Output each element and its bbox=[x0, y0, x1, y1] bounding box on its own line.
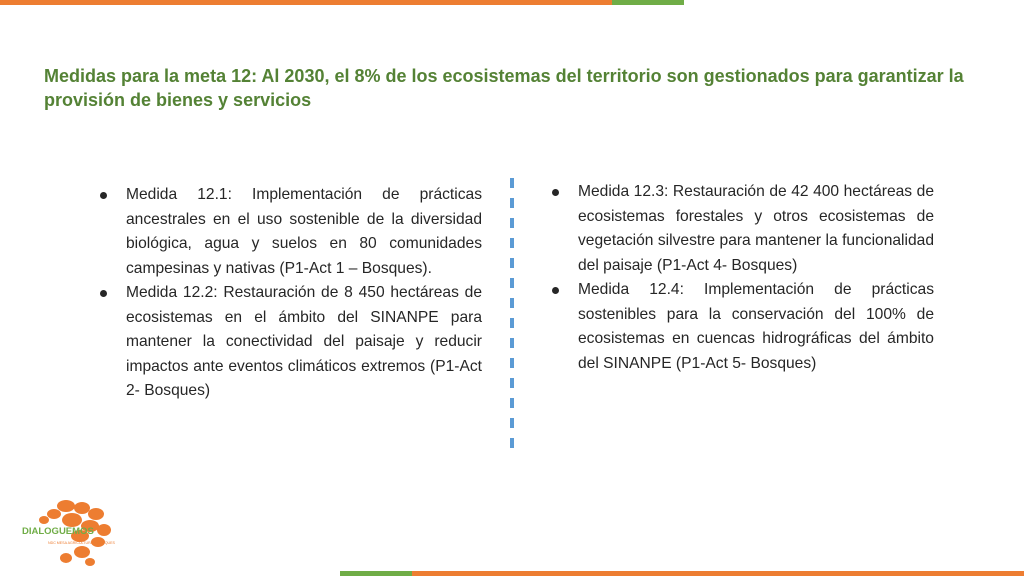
slide-title: Medidas para la meta 12: Al 2030, el 8% de los ecosistemas del territorio son gestionados para garantizar la provisión de bienes y servicios bbox=[44, 66, 964, 110]
bullet-icon bbox=[100, 290, 107, 297]
bullet-icon bbox=[552, 287, 559, 294]
top-green-bar bbox=[612, 0, 684, 5]
bottom-green-bar bbox=[340, 571, 412, 576]
measure-text: Medida 12.1: Implementación de prácticas ancestrales en el uso sostenible de la diversidad biológica, agua y suelos en 80 comunidades campesinas y nativas (P1-Act 1 – Bosques). bbox=[126, 186, 482, 277]
bullet-icon bbox=[100, 192, 107, 199]
right-measure-list bbox=[548, 180, 934, 376]
left-measure-list bbox=[96, 183, 482, 404]
measure-text: Medida 12.2: Restauración de 8 450 hectáreas de ecosistemas en el ámbito del SINANPE para mantener la conectividad del paisaje y reducir impactos ante eventos climáticos extremos (P1-Act 2- Bosques) bbox=[126, 284, 482, 399]
column-divider bbox=[510, 178, 514, 452]
dialoguemos-logo bbox=[20, 498, 116, 570]
measure-item-12-4 bbox=[548, 278, 934, 376]
measure-item-12-3 bbox=[548, 180, 934, 278]
measure-text: Medida 12.4: Implementación de prácticas sostenibles para la conservación del 100% de ecosistemas en cuencas hidrográficas del ámbito del SINANPE (P1-Act 5- Bosques) bbox=[578, 281, 934, 372]
bullet-icon bbox=[552, 189, 559, 196]
bottom-orange-bar bbox=[412, 571, 1024, 576]
logo-subtext: NDC MESA AGRICULTURA Y BOSQUES bbox=[48, 541, 115, 545]
top-orange-bar bbox=[0, 0, 612, 5]
measure-item-12-1 bbox=[96, 183, 482, 281]
logo-name: DIALOGUEMOS bbox=[22, 526, 94, 537]
measure-item-12-2 bbox=[96, 281, 482, 404]
measure-text: Medida 12.3: Restauración de 42 400 hectáreas de ecosistemas forestales y otros ecosistemas de vegetación silvestre para mantener la funcionalidad del paisaje (P1-Act 4- Bosques) bbox=[578, 183, 934, 274]
